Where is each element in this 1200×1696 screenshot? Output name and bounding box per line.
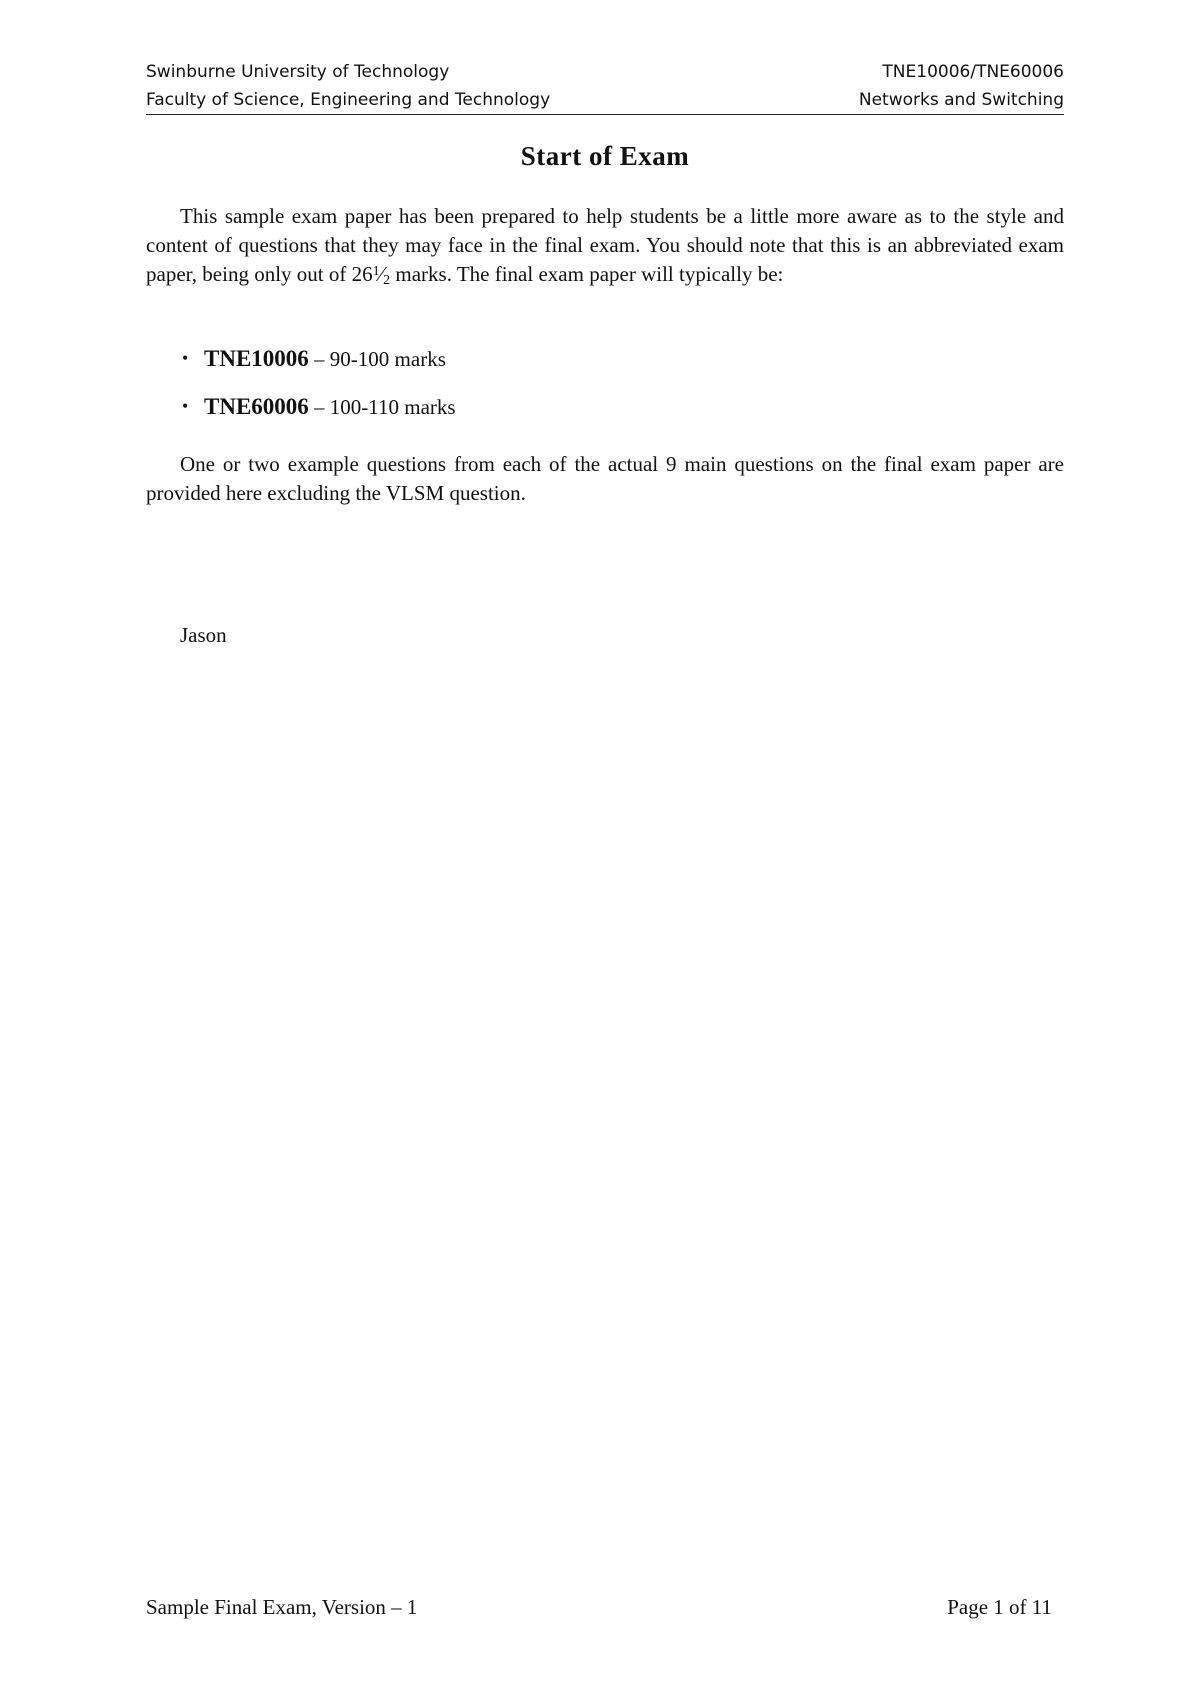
list-item xyxy=(176,392,456,440)
fraction-numerator: 1 xyxy=(372,264,380,279)
footer-page-number: Page 1 of 11 xyxy=(947,1595,1052,1619)
intro-text-after: marks. The final exam paper will typically be: xyxy=(390,262,784,286)
unit-code: TNE10006 xyxy=(204,346,309,371)
intro-text-before: This sample exam paper has been prepared to help students be a little more aware as to the style and content of questions that they may face in the final exam. You should note that this is an abbreviated exam paper, being only out of 26 xyxy=(146,204,1064,286)
page-title: Start of Exam xyxy=(520,141,690,171)
marks-range: – 90-100 marks xyxy=(308,347,446,371)
marks-range: – 100-110 marks xyxy=(308,395,456,419)
marks-list xyxy=(176,344,456,440)
list-item xyxy=(176,344,456,392)
signature: Jason xyxy=(180,623,227,647)
university-name: Swinburne University of Technology xyxy=(146,62,450,82)
intro-paragraph xyxy=(146,202,1064,289)
unit-name: Networks and Switching xyxy=(858,90,1064,110)
faculty-name: Faculty of Science, Engineering and Technology xyxy=(146,90,551,110)
header-right xyxy=(859,58,1064,114)
unit-code: TNE60006 xyxy=(204,394,309,419)
closing-paragraph: One or two example questions from each of the actual 9 main questions on the final exam paper are provided here excluding the VLSM question. xyxy=(146,452,1064,505)
page-header xyxy=(146,58,1064,115)
fraction-denominator: 2 xyxy=(383,273,391,288)
unit-codes: TNE10006/TNE60006 xyxy=(882,62,1064,82)
bullet-icon: • xyxy=(182,348,189,368)
header-left xyxy=(146,58,550,114)
fraction-slash: ⁄ xyxy=(379,262,384,286)
footer-version: Sample Final Exam, Version – 1 xyxy=(146,1595,418,1619)
bullet-icon: • xyxy=(182,396,189,416)
